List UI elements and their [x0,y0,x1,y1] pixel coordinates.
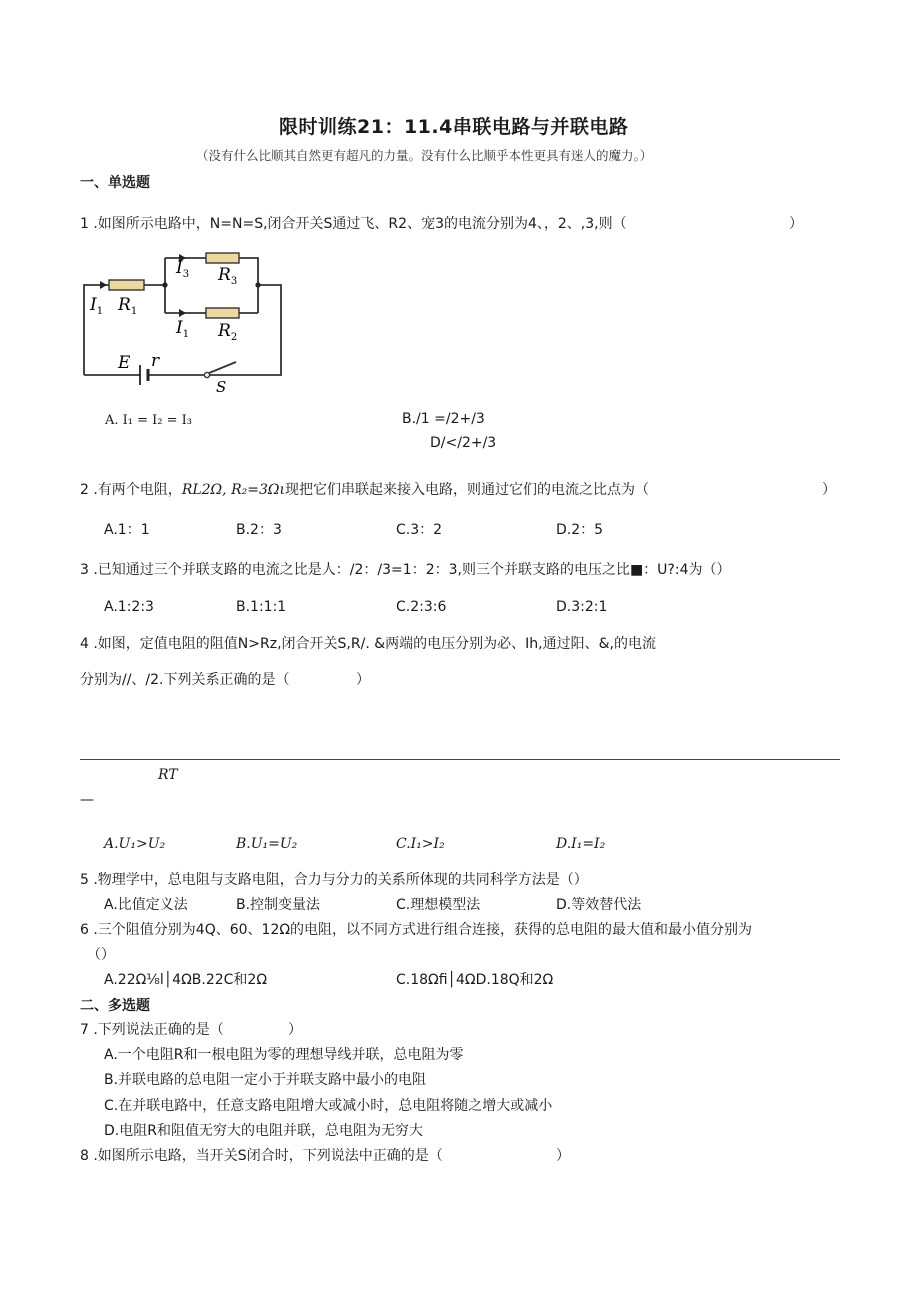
question-8-close: ） [556,1148,570,1164]
question-3-option-b: B.1:1:1 [236,599,287,615]
question-3-option-d: D.3:2:1 [556,599,608,615]
label-s: S [216,378,227,396]
question-7-option-c: C.在并联电路中，任意支路电阻增大或减小时，总电阻将随之增大或减小 [104,1098,553,1114]
question-4-line-2: 分别为//、/2.下列关系正确的是（ [80,672,290,688]
question-4-figure-label: RT [158,767,178,783]
label-r3: $R_3$ [218,265,238,287]
circuit-diagram-q1 [78,238,293,400]
page-subtitle: （没有什么比顺其自然更有超凡的力量。没有什么比顺乎本性更具有迷人的魔力。） [196,148,653,163]
question-7-option-b: B.并联电路的总电阻一定小于并联支路中最小的电阻 [104,1072,427,1088]
question-6-line-2: （） [87,947,115,963]
resistor-r3 [206,253,239,263]
question-2-option-c: C.3：2 [396,522,443,538]
question-2-option-d: D.2：5 [556,522,604,538]
switch-contact [204,372,209,377]
question-5-option-c: C.理想模型法 [396,897,481,913]
question-1-option-d: D/</2+/3 [430,435,497,451]
label-r2: $R_2$ [218,321,238,343]
figure-divider [80,759,840,760]
label-r-internal: r [151,351,160,371]
label-i1-top: $I_1$ [90,295,104,317]
switch-lever [209,362,236,373]
question-5-text: 5 .物理学中，总电阻与支路电阻，合力与分力的关系所体现的共同科学方法是（） [80,872,588,888]
question-4-option-b: B.U₁=U₂ [236,836,298,852]
question-6-line-1: 6 .三个阻值分别为4Q、60、12Ω的电阻，以不同方式进行组合连接，获得的总电阻的最大值和最小值分别为 [80,922,753,938]
question-5-option-b: B.控制变量法 [236,897,321,913]
node-right [255,282,260,287]
page-title: 限时训练21：11.4串联电路与并联电路 [279,116,629,138]
section-multiple-choice: 二、多选题 [80,998,150,1014]
question-4-option-c: C.I₁>I₂ [396,836,445,852]
arrow-i1-bottom [179,309,186,317]
question-3-option-a: A.1:2:3 [104,599,154,615]
question-5-option-a: A.比值定义法 [104,897,188,913]
label-e: E [118,353,131,373]
question-7-text: 7 .下列说法正确的是（ [80,1022,224,1038]
question-6-options-cd: C.18Ωfi│4ΩD.18Q和2Ω [396,972,554,988]
resistor-r2 [206,308,239,318]
question-2-option-a: A.1：1 [104,522,150,538]
question-7-close: ） [288,1022,302,1038]
question-2-close: ） [822,482,836,498]
label-r1: $R_1$ [118,295,138,317]
resistor-r1 [109,280,144,290]
question-4-option-a: A.U₁>U₂ [104,836,166,852]
question-3-option-c: C.2:3:6 [396,599,447,615]
label-i1-bottom: $I_1$ [176,318,190,340]
question-7-option-a: A.一个电阻R和一根电阻为零的理想导线并联，总电阻为零 [104,1047,464,1063]
question-6-options-ab: A.22Ω⅛l│4ΩB.22C和2Ω [104,972,268,988]
question-4-figure-dash: — [80,792,94,808]
question-5-option-d: D.等效替代法 [556,897,642,913]
question-2-option-b: B.2：3 [236,522,282,538]
question-1-text: 1 .如图所示电路中，N=N=S,闭合开关S通过飞、R2、宠3的电流分别为4、，2、,3,则（ [80,216,627,232]
section-single-choice: 一、单选题 [80,175,150,191]
question-4-option-d: D.I₁=I₂ [556,836,606,852]
question-1-option-b: B./1 =/2+/3 [402,411,485,427]
arrow-i1-top [100,281,107,289]
node-left [162,282,167,287]
question-2-text-a: 2 .有两个电阻， [80,482,182,498]
question-2-text-b: 现把它们串联起来接入电路，则通过它们的电流之比点为（ [284,482,649,498]
question-7-option-d: D.电阻R和阻值无穷大的电阻并联，总电阻为无穷大 [104,1123,423,1139]
question-2-text [80,482,649,499]
question-2-formula: RL2Ω, R₂=3Ωι [181,482,285,498]
question-3-text: 3 .已知通过三个并联支路的电流之比是人：/2：/3=1：2：3,则三个并联支路的电压之比■：U?:4为（） [80,562,731,578]
question-4-close: ） [356,672,370,688]
question-1-option-a: A. I₁ = I₂ = I₃ [105,413,193,428]
label-i3: $I_3$ [176,258,190,280]
question-1-close: ） [789,216,803,232]
wire-top-right [239,258,258,313]
question-4-line-1: 4 .如图，定值电阻的阻值N>Rz,闭合开关S,R/. &两端的电压分别为必、Ih,通过阳、&,的电流 [80,636,656,652]
question-8-text: 8 .如图所示电路，当开关S闭合时，下列说法中正确的是（ [80,1148,443,1164]
